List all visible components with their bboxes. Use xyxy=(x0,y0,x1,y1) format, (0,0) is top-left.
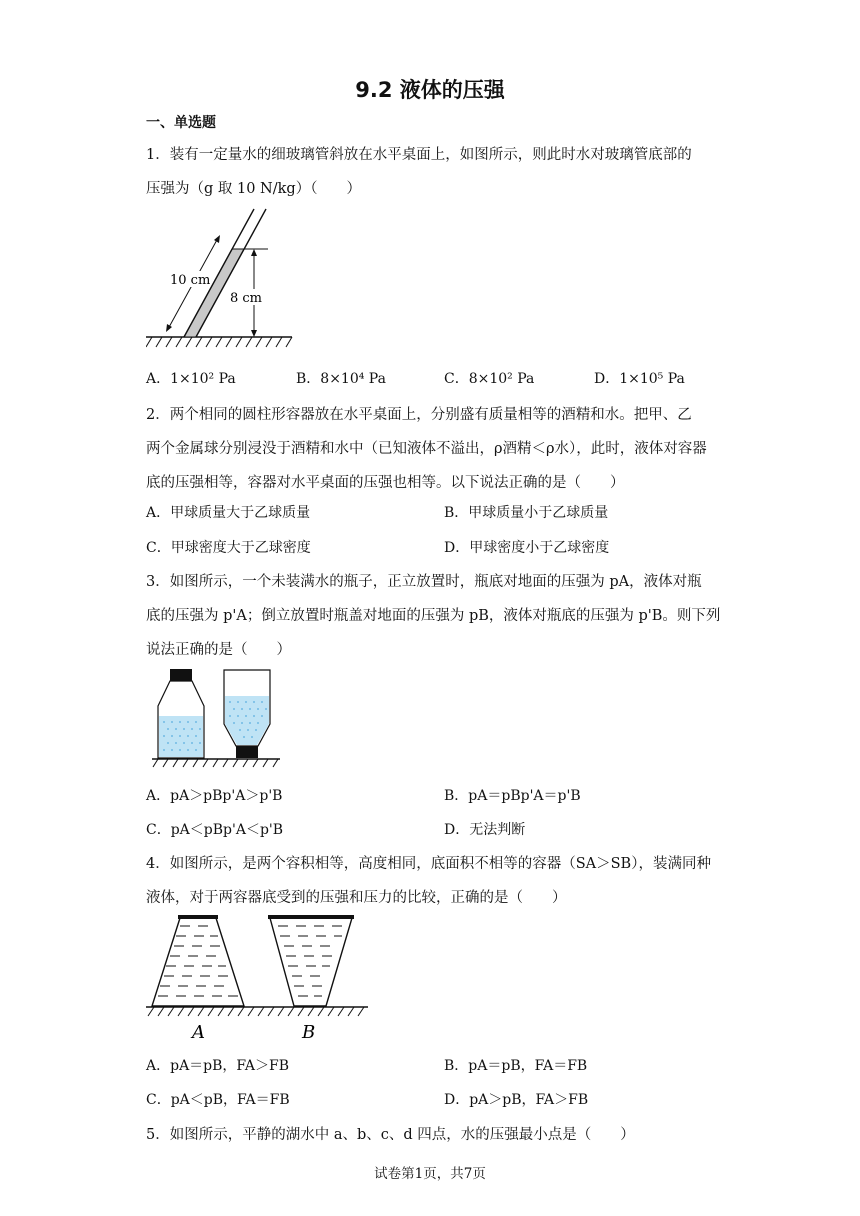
q3-option-c[interactable]: C．pA＜pBp'A＜p'B xyxy=(146,822,284,838)
q4-option-a[interactable]: A．pA＝pB，FA＞FB xyxy=(146,1058,290,1074)
q4-container-b-label: B xyxy=(302,1022,316,1042)
q1-option-d[interactable]: D．1×10⁵ Pa xyxy=(594,371,685,387)
q2-option-b[interactable]: B．甲球质量小于乙球质量 xyxy=(444,505,609,521)
q2-text-line-1: 2．两个相同的圆柱形容器放在水平桌面上，分别盛有质量相等的酒精和水。把甲、乙 xyxy=(146,407,692,423)
q2-text-line-2: 两个金属球分别浸没于酒精和水中（已知液体不溢出，ρ酒精＜ρ水），此时，液体对容器 xyxy=(146,441,707,457)
q1-text-line-1: 1．装有一定量水的细玻璃管斜放在水平桌面上，如图所示，则此时水对玻璃管底部的 xyxy=(146,147,692,163)
q5-text-line-1: 5．如图所示，平静的湖水中 a、b、c、d 四点，水的压强最小点是（ ） xyxy=(146,1127,635,1143)
q1-length-label: 10 cm xyxy=(170,273,211,288)
q1-option-b[interactable]: B．8×10⁴ Pa xyxy=(296,371,386,387)
q2-text-line-3: 底的压强相等，容器对水平桌面的压强也相等。以下说法正确的是（ ） xyxy=(146,475,625,491)
q1-height-label: 8 cm xyxy=(230,291,263,306)
q2-option-c[interactable]: C．甲球密度大于乙球密度 xyxy=(146,540,311,556)
q1-tilted-tube-figure xyxy=(146,205,296,353)
section-heading: 一、单选题 xyxy=(146,115,216,131)
q3-text-line-3: 说法正确的是（ ） xyxy=(146,642,291,658)
q3-option-d[interactable]: D．无法判断 xyxy=(444,822,526,838)
q4-option-c[interactable]: C．pA＜pB，FA＝FB xyxy=(146,1092,290,1108)
q2-option-a[interactable]: A．甲球质量大于乙球质量 xyxy=(146,505,311,521)
q4-text-line-1: 4．如图所示，是两个容积相等，高度相同，底面积不相等的容器（SA＞SB），装满同种 xyxy=(146,856,711,872)
q4-container-a-label: A xyxy=(192,1022,205,1042)
q4-option-b[interactable]: B．pA＝pB，FA＝FB xyxy=(444,1058,588,1074)
q3-option-a[interactable]: A．pA＞pBp'A＞p'B xyxy=(146,788,283,804)
q2-option-d[interactable]: D．甲球密度小于乙球密度 xyxy=(444,540,610,556)
q1-option-a[interactable]: A．1×10² Pa xyxy=(146,371,236,387)
q4-containers-figure xyxy=(146,912,372,1042)
q3-option-b[interactable]: B．pA＝pBp'A＝p'B xyxy=(444,788,581,804)
q4-option-d[interactable]: D．pA＞pB，FA＞FB xyxy=(444,1092,589,1108)
q1-text-line-2: 压强为（g 取 10 N/kg）（ ） xyxy=(146,181,361,197)
page-footer: 试卷第1页，共7页 xyxy=(374,1166,486,1182)
page-title: 9.2 液体的压强 xyxy=(355,78,505,102)
q3-bottles-figure xyxy=(146,666,286,770)
q3-text-line-1: 3．如图所示，一个未装满水的瓶子，正立放置时，瓶底对地面的压强为 pA，液体对瓶 xyxy=(146,574,702,590)
q1-option-c[interactable]: C．8×10² Pa xyxy=(444,371,535,387)
q3-text-line-2: 底的压强为 p'A；倒立放置时瓶盖对地面的压强为 pB，液体对瓶底的压强为 p'B。则下列 xyxy=(146,608,721,624)
q4-text-line-2: 液体，对于两容器底受到的压强和压力的比较，正确的是（ ） xyxy=(146,890,567,906)
